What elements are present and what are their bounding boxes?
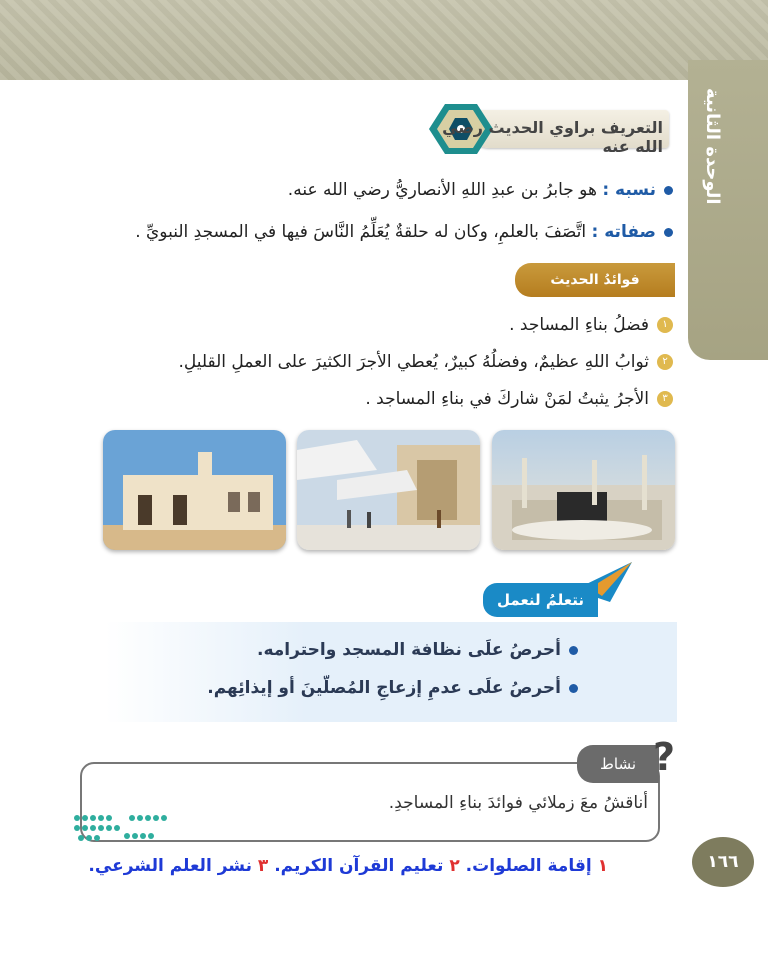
number-badge: ١ <box>657 317 673 333</box>
answer-text: إقامة الصلوات. <box>465 856 592 876</box>
learn-text: أحرصُ علَى نظافة المسجد واحترامه. <box>257 640 561 660</box>
bullet-icon <box>569 684 578 693</box>
bullet-icon <box>664 228 673 237</box>
page-number: ١٦٦ <box>692 837 754 887</box>
lineage-line <box>288 180 673 200</box>
answer-number: ٢ <box>449 856 460 876</box>
unit-label: الوحدة الثانية <box>702 88 723 205</box>
answer-line <box>88 856 608 876</box>
learn-section <box>105 622 677 722</box>
answer-number: ١ <box>597 856 608 876</box>
traits-label: صفاته : <box>591 222 656 242</box>
activity-text: أناقشُ معَ زملائي فوائدَ بناءِ المساجدِ. <box>388 793 648 813</box>
question-mark-icon: ? <box>653 735 676 779</box>
activity-title: نشاط <box>577 745 659 783</box>
answer-text: تعليم القرآن الكريم. <box>274 856 444 876</box>
number-badge: ٣ <box>657 391 673 407</box>
section-title-banner <box>425 100 673 158</box>
learn-text: أحرصُ علَى عدمِ إزعاجِ المُصلّينَ أو إيذائِهم. <box>207 678 561 698</box>
benefit-text: الأجرُ يثبتُ لمَنْ شاركَ في بناءِ المساجد . <box>365 389 649 409</box>
traits-line <box>135 222 673 242</box>
answer-text: نشر العلم الشرعي. <box>88 856 252 876</box>
benefit-item <box>509 315 673 335</box>
traits-text: اتَّصَفَ بالعلمِ، وكان له حلقةٌ يُعَلِّمُ النَّاسَ فيها في المسجدِ النبويِّ . <box>135 222 587 242</box>
mosque-photo <box>492 430 675 550</box>
learn-title: نتعلمُ لنعمل <box>483 583 598 617</box>
lineage-label: نسبه : <box>602 180 656 200</box>
benefit-item <box>178 352 673 372</box>
answer-number: ٣ <box>257 856 269 876</box>
publisher-logo <box>72 808 182 848</box>
section-title: التعريف براوي الحديث رضي الله عنه <box>442 118 663 156</box>
mosque-photo <box>297 430 480 550</box>
number-badge: ٢ <box>657 354 673 370</box>
lineage-text: هو جابرُ بن عبدِ اللهِ الأنصاريُّ رضي الله عنه. <box>287 180 597 200</box>
top-decorative-band <box>0 0 768 80</box>
benefits-title: فوائدُ الحديث <box>515 263 675 297</box>
bullet-icon <box>569 646 578 655</box>
learn-item <box>207 678 578 698</box>
bullet-icon <box>664 186 673 195</box>
benefit-text: ثوابُ اللهِ عظيمٌ، وفضلُهُ كبيرٌ، يُعطي الأجرَ الكثيرَ على العملِ القليلِ. <box>178 352 649 372</box>
mosque-photo <box>103 430 286 550</box>
learn-item <box>257 640 578 660</box>
benefit-item <box>365 389 673 409</box>
benefit-text: فضلُ بناءِ المساجد . <box>509 315 649 335</box>
